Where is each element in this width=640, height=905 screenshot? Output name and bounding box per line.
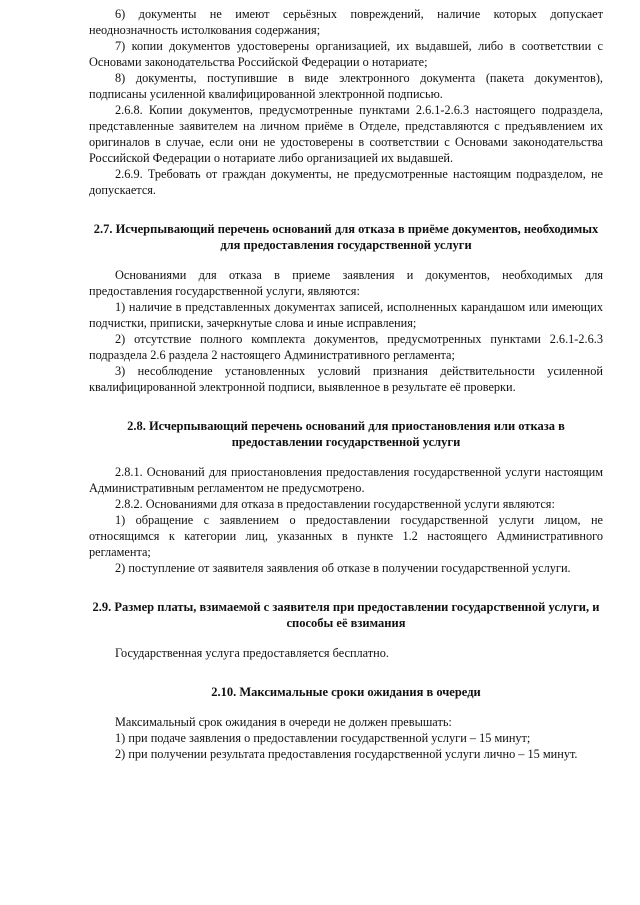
paragraph: 2) при получении результата предоставления государственной услуги лично – 15 минут. [115, 747, 578, 761]
document-body [89, 6, 603, 762]
paragraph: Максимальный срок ожидания в очереди не должен превышать: [115, 715, 452, 729]
section-heading-2-7: 2.7. Исчерпывающий перечень оснований для отказа в приёме документов, необходимых для предоставления государственной услуги [93, 222, 599, 252]
paragraph: 2.8.2. Основаниями для отказа в предоставлении государственной услуги являются: [115, 497, 555, 511]
paragraph: 2) отсутствие полного комплекта документов, предусмотренных пунктами 2.6.1-2.6.3 подраздела 2.6 раздела 2 настоящего Административного регламента; [89, 332, 603, 362]
paragraph: 1) обращение с заявлением о предоставлении государственной услуги лицом, не относящимся к категории лиц, указанных в пункте 1.2 настоящего Административного регламента; [89, 513, 603, 559]
paragraph: 2.6.9. Требовать от граждан документы, не предусмотренные настоящим подразделом, не допускается. [89, 167, 603, 197]
paragraph: 1) наличие в представленных документах записей, исполненных карандашом или имеющих подчистки, приписки, зачеркнутые слова и иные исправления; [89, 300, 603, 330]
section-heading-2-8: 2.8. Исчерпывающий перечень оснований для приостановления или отказа в предоставлении государственной услуги [127, 419, 565, 449]
paragraph: 2.8.1. Оснований для приостановления предоставления государственной услуги настоящим Административным регламентом не предусмотрено. [89, 465, 603, 495]
paragraph: 3) несоблюдение установленных условий признания действительности усиленной квалифицированной электронной подписи, выявленное в результате её проверки. [89, 364, 603, 394]
paragraph: Государственная услуга предоставляется бесплатно. [115, 646, 389, 660]
paragraph: 2.6.8. Копии документов, предусмотренные пунктами 2.6.1-2.6.3 настоящего подраздела, представленные заявителем на личном приёме в Отделе, представляются с предъявлением их оригиналов в случае, если они не удостоверены в соответствии с Основами законодательства Российской Федерации о нотариате либо организацией их выдавшей. [89, 103, 603, 165]
paragraph: Основаниями для отказа в приеме заявления и документов, необходимых для предоставления государственной услуги, являются: [89, 268, 603, 298]
section-heading-2-10: 2.10. Максимальные сроки ожидания в очереди [211, 685, 481, 699]
paragraph: 6) документы не имеют серьёзных повреждений, наличие которых допускает неоднозначность истолкования содержания; [89, 7, 603, 37]
paragraph: 1) при подаче заявления о предоставлении государственной услуги – 15 минут; [115, 731, 531, 745]
paragraph: 8) документы, поступившие в виде электронного документа (пакета документов), подписаны усиленной квалифицированной электронной подписью. [89, 71, 603, 101]
section-heading-2-9: 2.9. Размер платы, взимаемой с заявителя при предоставлении государственной услуги, и способы её взимания [92, 600, 600, 630]
paragraph: 2) поступление от заявителя заявления об отказе в получении государственной услуги. [115, 561, 571, 575]
paragraph: 7) копии документов удостоверены организацией, их выдавшей, либо в соответствии с Основами законодательства Российской Федерации о нотариате; [89, 39, 603, 69]
